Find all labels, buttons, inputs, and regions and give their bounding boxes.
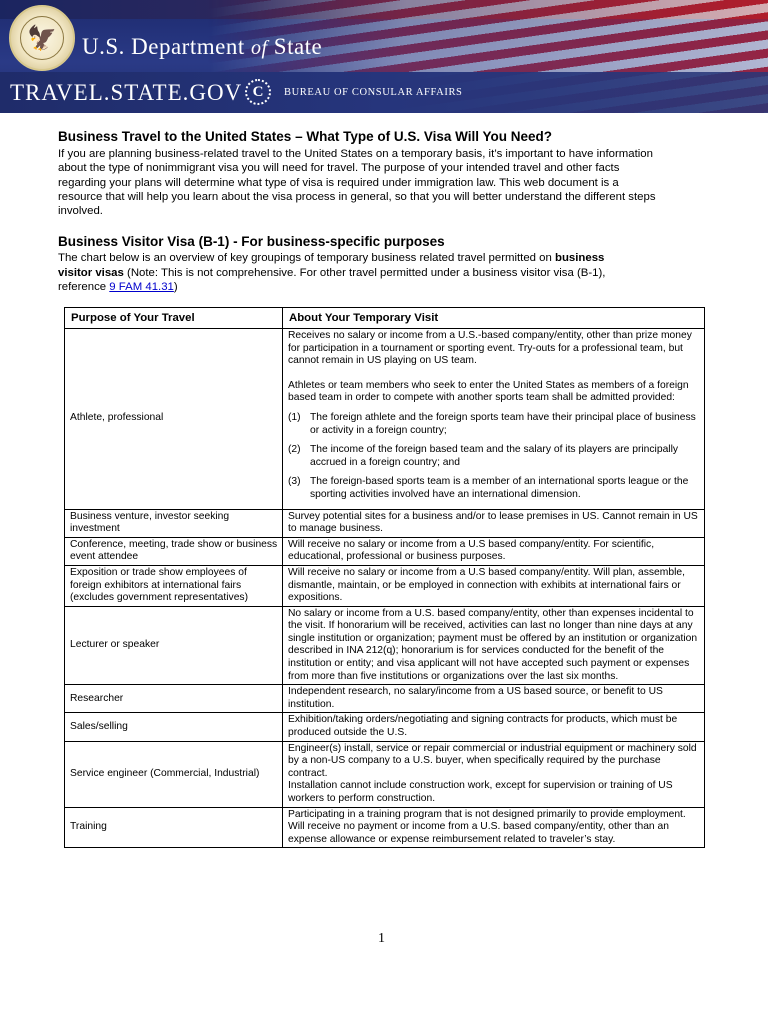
about-cell [283,329,705,510]
about-cell: Participating in a training program that is not designed primarily to provide employment. Will receive no payment or income from a U.S. based company/entity, other than an expense allowance or expense reimbursement related to traveler’s stay. [283,807,705,848]
department-title [82,34,322,60]
list-item: (1) The foreign athlete and the foreign sports team have their principal place of business or activity in a foreign country; [288,411,696,436]
about-cell: No salary or income from a U.S. based company/entity, other than expenses incidental to the visit. If honorarium will be received, activities can last no longer than nine days at any single institution or organization; payment must be offered by an institution or organization described in INA 212(q); honorarium is for services conducted for the benefit of the institution or entity; and visa applicant will not have accepted such payment or expenses from more than five institutions or organizations over the last six months. [283,606,705,685]
chart-intro-bold: business visitor visas [58,252,605,279]
list-item: (2) The income of the foreign based team and the salary of its players are principally accrued in a foreign country; and [288,444,679,468]
purpose-cell: Conference, meeting, trade show or business event attendee [65,537,283,565]
about-cell: Will receive no salary or income from a U.S based company/entity. Will plan, assemble, dismantle, maintain, or be employed in connection with exhibits at international fairs or expositions. [283,565,705,606]
about-column-header: About Your Temporary Visit [283,308,705,329]
eagle-seal-icon: 🦅 [20,16,64,60]
about-cell [283,741,705,807]
table-header-row [65,308,705,329]
table-row [65,741,705,807]
bureau-name: BUREAU OF CONSULAR AFFAIRS [284,87,463,98]
table-row [65,807,705,848]
department-title-of: of [250,37,268,59]
section-title: Business Visitor Visa (B-1) - For business-specific purposes [58,234,445,250]
purpose-cell: Researcher [65,685,283,713]
athlete-paragraph: Receives no salary or income from a U.S.-based company/entity, other than prize money for participation in a tournament or sporting event. Try-outs for a professional team, but cannot remain in US playing on US team. [288,330,692,367]
page-number: 1 [378,931,385,946]
table-row [65,685,705,713]
department-seal [9,5,75,71]
purpose-cell: Exposition or trade show employees of foreign exhibitors at international fairs (excludes government representatives) [65,565,283,606]
document-body [58,129,658,294]
purpose-cell: Business venture, investor seeking investment [65,509,283,537]
chart-intro-note: (Note: This is not comprehensive. For other travel permitted under a business visitor visa (B-1), reference [58,266,606,294]
about-cell: Exhibition/taking orders/negotiating and signing contracts for products, which must be produced outside the U.S. [283,713,705,741]
table-row [65,537,705,565]
visa-purpose-table [64,307,705,848]
intro-paragraph: If you are planning business-related travel to the United States on a temporary basis, it’s important to have information about the type of nonimmigrant visa you will need for travel. The purpose of your intended travel and other facts regarding your plans will determine what type of visa is required under immigration law. This web document is a resource that will help you learn about the visa process in general, so that you will better understand the different steps involved. [58,148,656,218]
athlete-paragraph: Athletes or team members who seek to enter the United States as members of a foreign based team in order to compete with another sports team shall be admitted provided: [288,379,689,404]
purpose-cell: Athlete, professional [65,329,283,510]
athlete-conditions-list [288,412,700,502]
purpose-cell: Service engineer (Commercial, Industrial) [65,741,283,807]
table-row [65,329,705,510]
service-engineer-text: Engineer(s) install, service or repair commercial or industrial equipment or machinery sold by a non-US company to a U.S. buyer, when specifically required by the purchase contract. [288,742,697,779]
table-row [65,509,705,537]
chart-intro-end: ) [173,281,178,294]
purpose-cell: Lecturer or speaker [65,606,283,685]
about-cell: Will receive no salary or income from a U.S based company/entity. For scientific, educational, professional or business purposes. [283,537,705,565]
table-row [65,606,705,685]
service-engineer-note: Installation cannot include construction work, except for supervision or training of US workers to perform construction. [288,780,673,804]
purpose-column-header: Purpose of Your Travel [65,308,283,329]
page-title: Business Travel to the United States – What Type of U.S. Visa Will You Need? [58,129,552,144]
site-logo[interactable]: TRAVEL.STATE.GOV [10,80,243,105]
chart-intro-paragraph [58,251,638,294]
header-banner [0,0,768,113]
purpose-cell: Sales/selling [65,713,283,741]
chart-intro-text: The chart below is an overview of key groupings of temporary business related travel permitted on [58,252,552,265]
list-item: (3) The foreign-based sports team is a member of an international sports league or the sporting activities involved have an international dimension. [288,476,689,500]
about-cell: Independent research, no salary/income from a US based source, or benefit to US institution. [283,685,705,713]
table-row [65,713,705,741]
bureau-logo-icon: C [245,79,271,105]
about-cell: Survey potential sites for a business and/or to lease premises in US. Cannot remain in US to manage business. [283,509,705,537]
department-title-suffix: State [273,34,323,59]
department-title-prefix: U.S. Department [82,34,245,59]
fam-reference-link[interactable]: 9 FAM 41.31 [109,281,174,294]
purpose-cell: Training [65,807,283,848]
table-row [65,565,705,606]
